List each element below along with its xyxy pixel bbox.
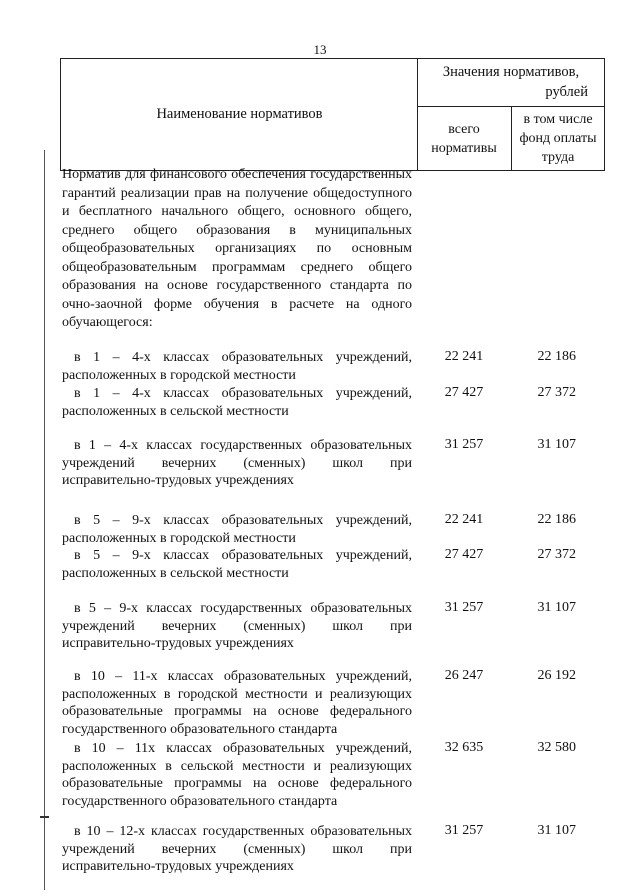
row-total: 31 257 bbox=[444, 823, 484, 838]
row-total: 27 427 bbox=[444, 547, 484, 562]
row-total: 32 635 bbox=[444, 740, 484, 755]
header-fund-line3: труда bbox=[541, 150, 575, 165]
row-total: 22 241 bbox=[444, 512, 484, 527]
header-fund-line2: фонд оплаты bbox=[519, 131, 597, 146]
row-total: 31 257 bbox=[444, 600, 484, 615]
header-total-line2: нормативы bbox=[431, 141, 497, 156]
intro-paragraph: Норматив для финансового обеспечения государственных гарантий реализации прав на получение общедоступного и бесплатного начального общего, основного общего, среднего общего образования в муниципальных общеобразовательных организациях по основным общеобразовательным программам среднего общего образования на основе государственного стандарта по очно-заочной форме обучения в расчете на одного обучающегося: bbox=[62, 167, 412, 330]
row-total: 27 427 bbox=[444, 385, 484, 400]
header-fund-line1: в том числе bbox=[523, 112, 593, 127]
row-total: 22 241 bbox=[444, 349, 484, 364]
row-description: в 5 – 9-х классах образовательных учреждений, расположенных в городской местности bbox=[62, 513, 412, 546]
row-description: в 10 – 12-х классах государственных образовательных учреждений вечерних (сменных) школ при исправительно-трудовых учреждениях bbox=[62, 824, 412, 874]
row-description: в 1 – 4-х классах образовательных учреждений, расположенных в городской местности bbox=[62, 350, 412, 383]
row-description: в 1 – 4-х классах государственных образовательных учреждений вечерних (сменных) школ при исправительно-трудовых учреждениях bbox=[62, 438, 412, 488]
margin-mark bbox=[40, 816, 49, 818]
header-total-line1: всего bbox=[448, 122, 480, 137]
row-description: в 1 – 4-х классах образовательных учреждений, расположенных в сельской местности bbox=[62, 386, 412, 419]
row-fund: 27 372 bbox=[537, 385, 576, 400]
header-right-border bbox=[604, 58, 605, 171]
header-values-line2: рублей bbox=[545, 84, 588, 100]
row-description: в 10 – 11-х классах образовательных учреждений, расположенных в городской местности и реализующих образовательные программы на основе федерального государственного образовательного стандарта bbox=[62, 669, 412, 737]
header-fund-column bbox=[512, 110, 604, 167]
page-number: 13 bbox=[313, 42, 327, 57]
row-fund: 31 107 bbox=[537, 823, 576, 838]
row-description: в 5 – 9-х классах образовательных учреждений, расположенных в сельской местности bbox=[62, 548, 412, 581]
row-fund: 22 186 bbox=[537, 349, 576, 364]
row-total: 31 257 bbox=[444, 437, 484, 452]
margin-line bbox=[44, 150, 45, 890]
header-values-line1: Значения нормативов, bbox=[442, 64, 580, 80]
header-total-column bbox=[418, 120, 510, 158]
row-description: в 10 – 11х классах образовательных учреждений, расположенных в сельской местности и реализующих образовательные программы на основе федерального государственного образовательного стандарта bbox=[62, 741, 412, 809]
row-fund: 26 192 bbox=[537, 668, 576, 683]
row-description: в 5 – 9-х классах государственных образовательных учреждений вечерних (сменных) школ при исправительно-трудовых учреждениях bbox=[62, 601, 412, 651]
row-fund: 27 372 bbox=[537, 547, 576, 562]
row-fund: 22 186 bbox=[537, 512, 576, 527]
row-fund: 31 107 bbox=[537, 600, 576, 615]
header-values-column bbox=[418, 62, 604, 102]
header-top-border bbox=[60, 58, 605, 59]
row-fund: 31 107 bbox=[537, 437, 576, 452]
header-left-border bbox=[60, 58, 61, 171]
header-name-column: Наименование нормативов bbox=[156, 106, 323, 122]
row-fund: 32 580 bbox=[537, 740, 576, 755]
row-total: 26 247 bbox=[444, 668, 484, 683]
